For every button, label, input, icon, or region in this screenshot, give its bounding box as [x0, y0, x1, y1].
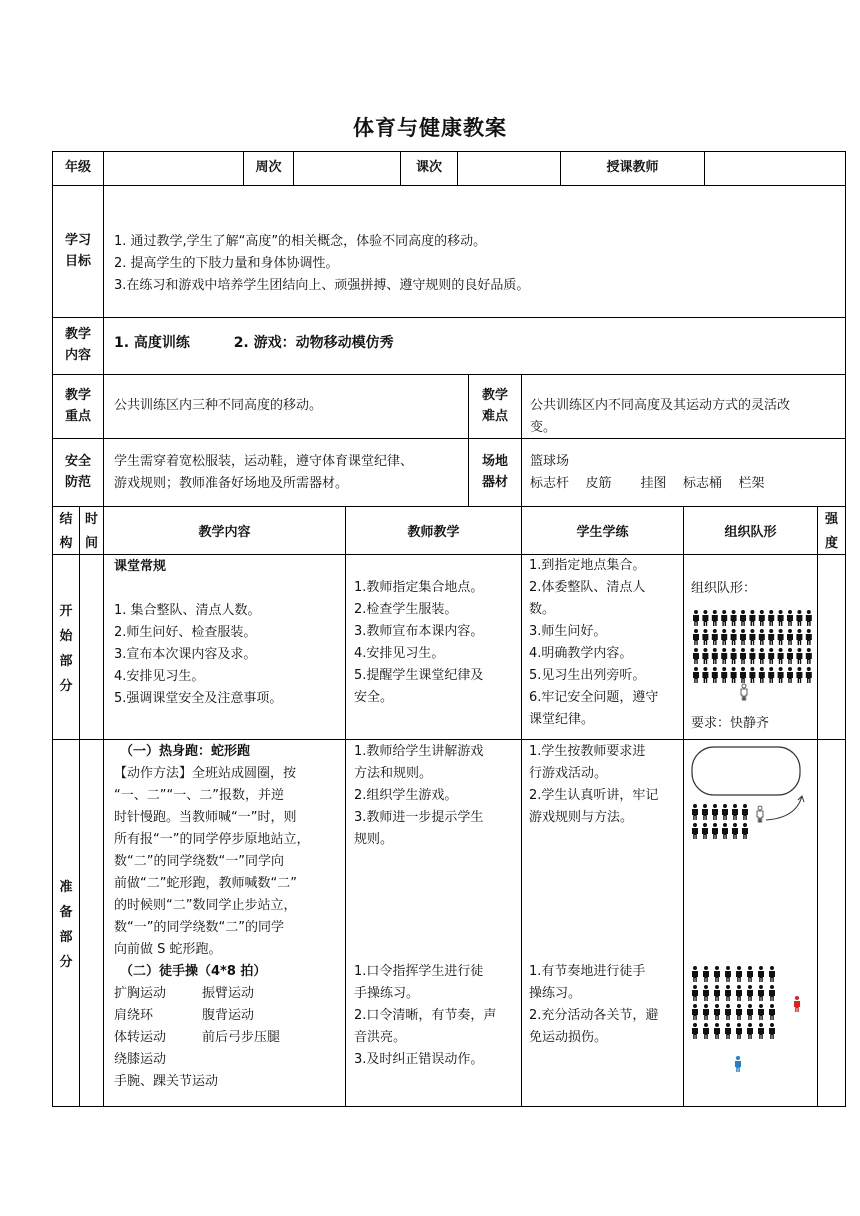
- section-start-teacher: [345, 554, 522, 740]
- student-item: 1.到指定地点集合。: [529, 558, 646, 573]
- person-icon: [721, 667, 727, 683]
- person-icon: [725, 966, 731, 982]
- drill-item: 前后弓步压腿: [202, 1030, 281, 1045]
- page-title: 体育与健康教案: [353, 116, 507, 140]
- person-icon: [796, 667, 802, 683]
- safety-label-2: 防范: [64, 474, 91, 490]
- person-icon: [721, 610, 727, 626]
- col-time-1: 时: [84, 512, 98, 527]
- teacher-item: 2.口令清晰，有节奏，声: [354, 1008, 497, 1023]
- person-icon: [736, 985, 742, 1001]
- person-icon: [787, 667, 793, 683]
- teacher-value[interactable]: [704, 151, 846, 186]
- venue-label-1: 场地: [481, 453, 508, 469]
- objective-item: 1. 通过教学,学生了解“高度”的相关概念，体验不同高度的移动。: [114, 234, 487, 249]
- section-char: 备: [59, 905, 73, 920]
- person-icon: [731, 648, 737, 664]
- content-item-2: 2. 游戏：动物移动模仿秀: [233, 335, 394, 351]
- teacher-item: 4.安排见习生。: [354, 646, 445, 661]
- person-icon: [725, 985, 731, 1001]
- arrow-icon: [766, 796, 804, 820]
- person-icon: [736, 966, 742, 982]
- teacher-item: 规则。: [354, 832, 394, 847]
- teacher-item: 2.检查学生服装。: [354, 602, 458, 617]
- person-icon: [806, 629, 812, 645]
- teacher-item: 音洪亮。: [354, 1030, 407, 1045]
- warmup-line: 数“二”的同学绕数“一”同学向: [114, 854, 284, 869]
- person-icon: [740, 629, 746, 645]
- warmup-line: 前做“二”蛇形跑，教师喊数“二”: [114, 876, 297, 891]
- student-item: 3.师生问好。: [529, 624, 607, 639]
- person-icon: [759, 629, 765, 645]
- person-icon: [806, 667, 812, 683]
- person-icon: [712, 610, 718, 626]
- objectives-label: [52, 185, 104, 318]
- person-icon: [759, 648, 765, 664]
- section-start-time[interactable]: [79, 554, 104, 740]
- person-icon: [768, 648, 774, 664]
- person-icon: [732, 823, 738, 839]
- teacher-item: 安全。: [354, 690, 394, 705]
- person-icon: [749, 610, 755, 626]
- person-icon: [722, 823, 728, 839]
- grade-value[interactable]: [103, 151, 244, 186]
- person-icon: [702, 804, 708, 820]
- lesson-value[interactable]: [457, 151, 561, 186]
- section-prep-student: [521, 739, 684, 1107]
- section-prep-teacher: [345, 739, 522, 1107]
- content-label-2: 内容: [64, 348, 91, 363]
- person-icon: [692, 823, 698, 839]
- formation-diagram-start: [691, 610, 816, 706]
- person-icon: [759, 610, 765, 626]
- warmup-line: “一、二”“一、二”报数，并逆: [114, 788, 284, 803]
- teacher-item: 3.教师进一步提示学生: [354, 810, 484, 825]
- formation-diagram-running: [690, 746, 814, 846]
- person-icon: [747, 1004, 753, 1020]
- person-icon: [735, 1056, 741, 1072]
- person-icon: [693, 629, 699, 645]
- venue-text: [521, 438, 846, 507]
- person-icon: [747, 985, 753, 1001]
- student-item: 5.见习生出列旁听。: [529, 668, 646, 683]
- content-title: 课堂常规: [114, 559, 167, 574]
- person-icon: [747, 966, 753, 982]
- content-label: [52, 317, 104, 375]
- col-structure-1: 结: [59, 512, 73, 527]
- difficulty-label-2: 难点: [481, 408, 508, 424]
- section-char: 部: [59, 930, 73, 945]
- person-icon: [703, 1004, 709, 1020]
- person-icon: [702, 610, 708, 626]
- person-icon: [741, 684, 747, 700]
- student-item: 1.学生按教师要求进: [529, 744, 646, 759]
- person-icon: [702, 648, 708, 664]
- drill-item: 肩绕环: [114, 1008, 154, 1023]
- person-icon: [736, 1004, 742, 1020]
- content-item: 1. 集合整队、清点人数。: [114, 603, 261, 618]
- lesson-label: 课次: [400, 151, 458, 186]
- drill-title: （二）徒手操（4*8 拍）: [120, 964, 267, 979]
- venue-label: [468, 438, 522, 507]
- person-icon: [731, 667, 737, 683]
- teacher-item: 5.提醒学生课堂纪律及: [354, 668, 484, 683]
- person-icon: [758, 985, 764, 1001]
- person-icon: [702, 667, 708, 683]
- person-icon: [769, 985, 775, 1001]
- person-icon: [806, 648, 812, 664]
- objectives-label-1: 学习: [64, 232, 91, 248]
- section-start-student: [521, 554, 684, 740]
- person-icon: [794, 996, 800, 1012]
- person-icon: [731, 610, 737, 626]
- person-icon: [732, 804, 738, 820]
- student-item: 6.牢记安全问题，遵守: [529, 690, 659, 705]
- drill-item: 绕膝运动: [114, 1052, 167, 1067]
- person-icon: [749, 648, 755, 664]
- col-content: 教学内容: [103, 506, 346, 555]
- person-icon: [693, 667, 699, 683]
- warmup-line: 【动作方法】全班站成圆圈，按: [114, 766, 297, 781]
- person-icon: [714, 1004, 720, 1020]
- person-icon: [778, 629, 784, 645]
- person-icon: [742, 804, 748, 820]
- warmup-line: 向前做 S 蛇形跑。: [114, 942, 222, 957]
- content-item: 5.强调课堂安全及注意事项。: [114, 691, 283, 706]
- difficulty-label: [468, 374, 522, 439]
- teacher-item: 3.教师宣布本课内容。: [354, 624, 484, 639]
- col-structure: [52, 506, 80, 555]
- objectives-label-2: 目标: [64, 253, 91, 269]
- person-icon: [759, 667, 765, 683]
- difficulty-line: 公共训练区内不同高度及其运动方式的灵活改: [530, 398, 791, 413]
- person-icon: [693, 610, 699, 626]
- person-icon: [749, 667, 755, 683]
- drill-item: 手腕、踝关节运动: [114, 1074, 219, 1089]
- person-icon: [736, 1023, 742, 1039]
- person-icon: [778, 610, 784, 626]
- section-char: 分: [59, 955, 73, 970]
- focus-text: 公共训练区内三种不同高度的移动。: [103, 374, 469, 439]
- section-prep-intensity[interactable]: [817, 739, 846, 1107]
- student-item: 行游戏活动。: [529, 766, 608, 781]
- person-icon: [702, 823, 708, 839]
- person-icon: [692, 985, 698, 1001]
- person-icon: [712, 804, 718, 820]
- safety-label-1: 安全: [64, 453, 91, 469]
- person-icon: [693, 648, 699, 664]
- col-time: [79, 506, 104, 555]
- col-intensity-2: 度: [824, 536, 838, 551]
- content-item: 2.师生问好、检查服装。: [114, 625, 257, 640]
- col-organization: 组织队形: [683, 506, 818, 555]
- content-label-1: 教学: [64, 327, 91, 343]
- person-icon: [712, 823, 718, 839]
- section-start-content: [103, 554, 346, 740]
- col-structure-2: 构: [59, 536, 73, 551]
- person-icon: [714, 966, 720, 982]
- focus-label-1: 教学: [64, 387, 91, 403]
- section-prep-formation: [683, 739, 818, 1107]
- col-intensity: [817, 506, 846, 555]
- person-icon: [806, 610, 812, 626]
- person-icon: [757, 806, 763, 822]
- person-icon: [703, 985, 709, 1001]
- teacher-item: 2.组织学生游戏。: [354, 788, 458, 803]
- focus-label: [52, 374, 104, 439]
- person-icon: [778, 648, 784, 664]
- person-icon: [725, 1023, 731, 1039]
- week-value[interactable]: [293, 151, 401, 186]
- person-icon: [740, 610, 746, 626]
- person-icon: [712, 629, 718, 645]
- teacher-item: 1.口令指挥学生进行徒: [354, 964, 484, 979]
- section-start-formation: [683, 554, 818, 740]
- teacher-item: 1.教师给学生讲解游戏: [354, 744, 484, 759]
- person-icon: [749, 629, 755, 645]
- drill-list: [114, 983, 345, 1093]
- person-icon: [740, 648, 746, 664]
- person-icon: [768, 610, 774, 626]
- warmup-line: 的时候则“二”数同学止步站立，: [114, 898, 297, 913]
- content-item-1: 1. 高度训练: [114, 335, 190, 351]
- person-icon: [714, 1023, 720, 1039]
- teacher-item: 手操练习。: [354, 986, 420, 1001]
- person-icon: [796, 610, 802, 626]
- safety-line: 学生需穿着宽松服装，运动鞋，遵守体育课堂纪律、: [114, 454, 414, 469]
- person-icon: [722, 804, 728, 820]
- person-icon: [692, 966, 698, 982]
- person-icon: [731, 629, 737, 645]
- person-icon: [692, 1023, 698, 1039]
- section-char: 分: [59, 679, 73, 694]
- col-teacher: 教师教学: [345, 506, 522, 555]
- person-icon: [758, 966, 764, 982]
- person-icon: [778, 667, 784, 683]
- warmup-line: 所有报“一”的同学停步原地站立，: [114, 832, 310, 847]
- drill-item: 体转运动: [114, 1030, 167, 1045]
- difficulty-text: [521, 374, 846, 439]
- person-icon: [702, 629, 708, 645]
- formation-label: 组织队形：: [691, 581, 757, 596]
- person-icon: [703, 966, 709, 982]
- student-item: 1.有节奏地进行徒手: [529, 964, 646, 979]
- venue-line: 篮球场: [530, 454, 570, 469]
- content-item: 3.宣布本次课内容及求。: [114, 647, 257, 662]
- section-char: 部: [59, 654, 73, 669]
- drill-item: 扩胸运动: [114, 986, 167, 1001]
- section-prep-content: [103, 739, 346, 1107]
- venue-line: 标志杆 皮筋 挂图 标志桶 栏架: [530, 476, 765, 491]
- section-start-intensity[interactable]: [817, 554, 846, 740]
- warmup-title: （一）热身跑：蛇形跑: [120, 744, 251, 759]
- section-prep-name: [52, 739, 80, 1107]
- drill-item: 腹背运动: [202, 1008, 255, 1023]
- student-item: 课堂纪律。: [529, 712, 595, 727]
- teacher-label: 授课教师: [560, 151, 705, 186]
- student-item: 4.明确教学内容。: [529, 646, 633, 661]
- section-start-name: [52, 554, 80, 740]
- col-intensity-1: 强: [824, 512, 838, 527]
- drill-item: 振臂运动: [202, 986, 255, 1001]
- teacher-item: 方法和规则。: [354, 766, 433, 781]
- person-icon: [725, 1004, 731, 1020]
- section-prep-time[interactable]: [79, 739, 104, 1107]
- difficulty-line: 变。: [530, 420, 557, 435]
- section-char: 开: [59, 604, 73, 619]
- student-item: 操练习。: [529, 986, 582, 1001]
- col-time-2: 间: [84, 536, 98, 551]
- person-icon: [796, 629, 802, 645]
- warmup-line: 时针慢跑。当教师喊“一”时，则: [114, 810, 297, 825]
- person-icon: [692, 804, 698, 820]
- col-student: 学生学练: [521, 506, 684, 555]
- focus-label-2: 重点: [64, 408, 91, 424]
- person-icon: [787, 648, 793, 664]
- grade-label: 年级: [52, 151, 104, 186]
- person-icon: [740, 667, 746, 683]
- week-label: 周次: [243, 151, 294, 186]
- person-icon: [787, 610, 793, 626]
- content-item: 4.安排见习生。: [114, 669, 205, 684]
- objective-item: 3.在练习和游戏中培养学生团结向上、顽强拼搏、遵守规则的良好品质。: [114, 278, 530, 293]
- person-icon: [769, 1004, 775, 1020]
- formation-requirement: 要求：快静齐: [691, 716, 770, 731]
- student-item: 2.充分活动各关节，避: [529, 1008, 659, 1023]
- safety-label: [52, 438, 104, 507]
- person-icon: [747, 1023, 753, 1039]
- person-icon: [721, 629, 727, 645]
- venue-label-2: 器材: [481, 474, 508, 490]
- teacher-item: 3.及时纠正错误动作。: [354, 1052, 484, 1067]
- safety-text: [103, 438, 469, 507]
- person-icon: [796, 648, 802, 664]
- person-icon: [769, 966, 775, 982]
- teacher-item: 1.教师指定集合地点。: [354, 580, 484, 595]
- person-icon: [712, 667, 718, 683]
- objective-item: 2. 提高学生的下肢力量和身体协调性。: [114, 256, 339, 271]
- person-icon: [768, 667, 774, 683]
- person-icon: [769, 1023, 775, 1039]
- section-char: 始: [59, 629, 73, 644]
- person-icon: [742, 823, 748, 839]
- student-item: 免运动损伤。: [529, 1030, 608, 1045]
- track-shape: [692, 747, 800, 795]
- student-item: 2.体委整队、清点人: [529, 580, 646, 595]
- person-icon: [768, 629, 774, 645]
- person-icon: [714, 985, 720, 1001]
- person-icon: [758, 1023, 764, 1039]
- warmup-line: 数“一”的同学绕数“二”的同学: [114, 920, 284, 935]
- difficulty-label-1: 教学: [481, 387, 508, 403]
- person-icon: [703, 1023, 709, 1039]
- student-item: 数。: [529, 602, 556, 617]
- objectives-content: [103, 185, 846, 318]
- person-icon: [787, 629, 793, 645]
- section-char: 准: [59, 880, 73, 895]
- person-icon: [721, 648, 727, 664]
- student-item: 游戏规则与方法。: [529, 810, 634, 825]
- person-icon: [692, 1004, 698, 1020]
- student-item: 2.学生认真听讲，牢记: [529, 788, 659, 803]
- person-icon: [758, 1004, 764, 1020]
- formation-diagram-drill: [690, 966, 814, 1082]
- person-icon: [712, 648, 718, 664]
- safety-line: 游戏规则；教师准备好场地及所需器材。: [114, 476, 349, 491]
- content-items: [103, 317, 846, 375]
